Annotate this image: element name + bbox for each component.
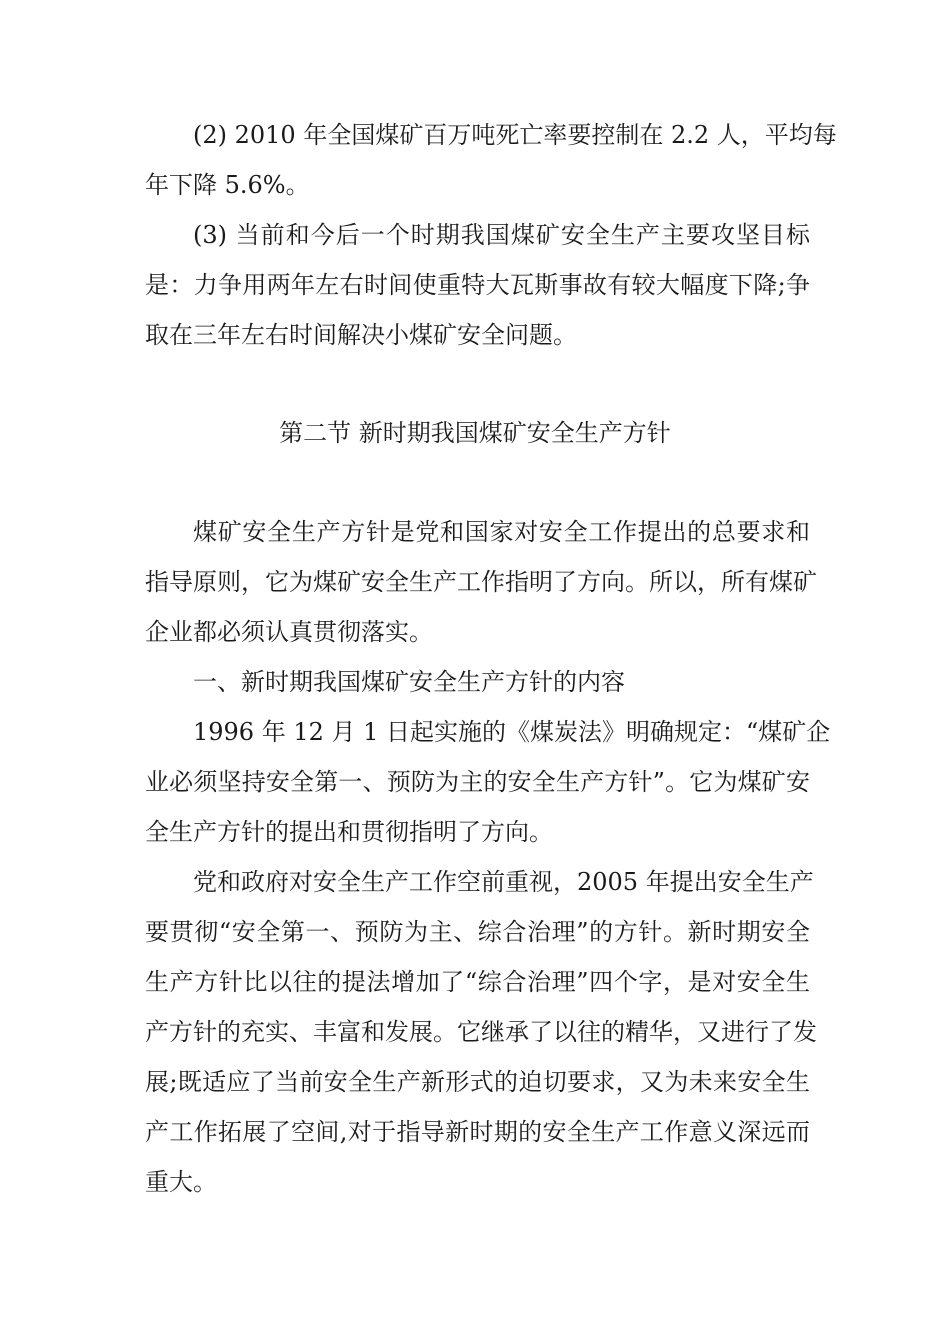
paragraph-policy-line-3: 生产方针比以往的提法增加了“综合治理”四个字，是对安全生 — [145, 968, 810, 996]
subheading: 一、新时期我国煤矿安全生产方针的内容 — [193, 668, 625, 696]
paragraph-law-line-3: 全生产方针的提出和贯彻指明了方向。 — [145, 818, 553, 846]
section-heading: 第二节 新时期我国煤矿安全生产方针 — [279, 419, 671, 447]
paragraph-policy-line-2: 要贯彻“安全第一、预防为主、综合治理”的方针。新时期安全 — [145, 918, 810, 946]
paragraph-target-2-line-2: 年下降 5.6%。 — [145, 171, 310, 199]
paragraph-policy-line-4: 产方针的充实、丰富和发展。它继承了以往的精华，又进行了发 — [145, 1018, 817, 1046]
paragraph-target-2-line-1: (2) 2010 年全国煤矿百万吨死亡率要控制在 2.2 人，平均每 — [193, 121, 837, 149]
paragraph-intro-line-3: 企业都必须认真贯彻落实。 — [145, 618, 433, 646]
paragraph-policy-line-1: 党和政府对安全生产工作空前重视，2005 年提出安全生产 — [193, 868, 814, 896]
paragraph-policy-line-7: 重大。 — [145, 1168, 217, 1196]
paragraph-intro-line-1: 煤矿安全生产方针是党和国家对安全工作提出的总要求和 — [193, 518, 810, 546]
paragraph-law-line-1: 1996 年 12 月 1 日起实施的《煤炭法》明确规定：“煤矿企 — [193, 718, 831, 746]
paragraph-policy-line-6: 产工作拓展了空间,对于指导新时期的安全生产工作意义深远而 — [145, 1118, 810, 1146]
paragraph-policy-line-5: 展;既适应了当前安全生产新形式的迫切要求，又为未来安全生 — [145, 1068, 810, 1096]
paragraph-intro-line-2: 指导原则，它为煤矿安全生产工作指明了方向。所以，所有煤矿 — [145, 568, 817, 596]
paragraph-target-3-line-1: (3) 当前和今后一个时期我国煤矿安全生产主要攻坚目标 — [193, 221, 810, 249]
paragraph-law-line-2: 业必须坚持安全第一、预防为主的安全生产方针”。它为煤矿安 — [145, 768, 810, 796]
paragraph-target-3-line-3: 取在三年左右时间解决小煤矿安全问题。 — [145, 321, 577, 349]
paragraph-target-3-line-2: 是：力争用两年左右时间使重特大瓦斯事故有较大幅度下降;争 — [145, 271, 810, 299]
